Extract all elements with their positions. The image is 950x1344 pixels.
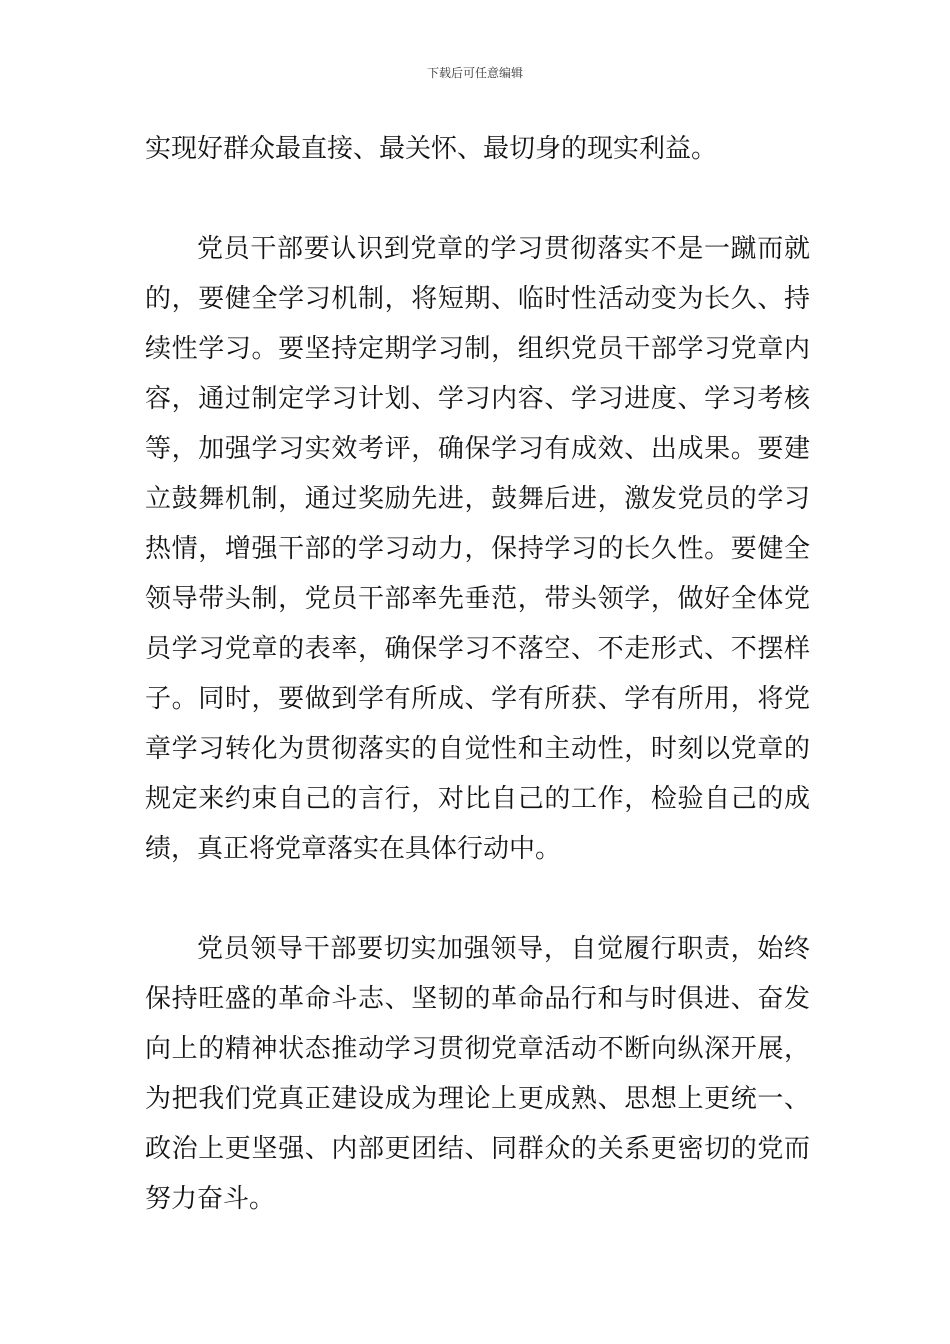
paragraph-2: 党员干部要认识到党章的学习贯彻落实不是一蹴而就的，要健全学习机制，将短期、临时性活动变为长久、持续性学习。要坚持定期学习制，组织党员干部学习党章内容，通过制定学习计划、学习内容、学习进度、学习考核等，加强学习实效考评，确保学习有成效、出成果。要建立鼓舞机制，通过奖励先进，鼓舞后进，激发党员的学习热情，增强干部的学习动力，保持学习的长久性。要健全领导带头制，党员干部率先垂范，带头领学，做好全体党员学习党章的表率，确保学习不落空、不走形式、不摆样子。同时，要做到学有所成、学有所获、学有所用，将党章学习转化为贯彻落实的自觉性和主动性，时刻以党章的规定来约束自己的言行，对比自己的工作，检验自己的成绩，真正将党章落实在具体行动中。 (145, 234, 810, 864)
paragraph-gap (145, 174, 810, 224)
page-header: 下载后可任意编辑 (426, 66, 523, 80)
document-body (145, 124, 810, 1224)
paragraph-3: 党员领导干部要切实加强领导，自觉履行职责，始终保持旺盛的革命斗志、坚韧的革命品行和与时俱进、奋发向上的精神状态推动学习贯彻党章活动不断向纵深开展，为把我们党真正建设成为理论上更成熟、思想上更统一、政治上更坚强、内部更团结、同群众的关系更密切的党而努力奋斗。 (145, 934, 810, 1214)
paragraph-gap (145, 874, 810, 924)
paragraph-1: 实现好群众最直接、最关怀、最切身的现实利益。 (145, 134, 718, 164)
